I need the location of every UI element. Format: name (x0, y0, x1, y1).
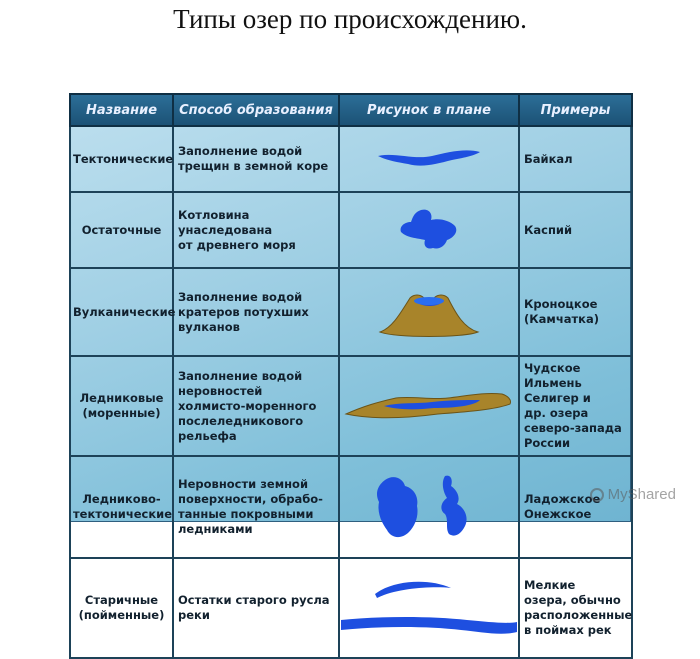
volcanic-crater-shape (374, 284, 484, 340)
examples: Каспий (519, 192, 632, 268)
header-picture: Рисунок в плане (339, 94, 519, 126)
watermark-logo-icon (590, 488, 604, 502)
relict-lake-picture (339, 192, 519, 268)
formation-method: Заполнение водой кратеров потухших вулканов (173, 268, 339, 356)
table-header-row (70, 94, 632, 126)
oxbow-lake-picture (339, 558, 519, 658)
examples: Байкал (519, 126, 632, 192)
examples: Мелкие озера, обычно расположенные в поймах рек (519, 558, 632, 658)
formation-method: Заполнение водой неровностей холмисто-моренного послеледникового рельефа (173, 356, 339, 456)
lake-types-table (69, 93, 633, 659)
formation-method: Неровности земной поверхности, обрабо- танные покровными ледниками (173, 456, 339, 558)
lake-types-table-panel (69, 93, 633, 637)
volcanic-lake-picture (339, 268, 519, 356)
examples: Кроноцкое (Камчатка) (519, 268, 632, 356)
table-row (70, 356, 632, 456)
glacial-tectonic-lake-picture (339, 456, 519, 558)
oxbow-lake-shape (341, 574, 517, 642)
watermark (590, 486, 676, 503)
formation-method: Заполнение водой трещин в земной коре (173, 126, 339, 192)
watermark-text: MyShared (607, 486, 676, 503)
formation-method: Остатки старого русла реки (173, 558, 339, 658)
lake-type-name: Вулканические (70, 268, 173, 356)
lake-type-name: Тектонические (70, 126, 173, 192)
header-examples: Примеры (519, 94, 632, 126)
table-row (70, 558, 632, 658)
slide-title: Типы озер по происхождению. (173, 4, 527, 34)
examples: Чудское Ильмень Селигер и др. озера северо-запада России (519, 356, 632, 456)
table-row (70, 126, 632, 192)
lake-type-name: Старичные (пойменные) (70, 558, 173, 658)
tectonic-lake-picture (339, 126, 519, 192)
moraine-lake-picture (339, 356, 519, 456)
tectonic-lake-shape (374, 142, 484, 176)
header-name: Название (70, 94, 173, 126)
header-method: Способ образования (173, 94, 339, 126)
table-row (70, 268, 632, 356)
table-row (70, 456, 632, 558)
table-row (70, 192, 632, 268)
glacial-tectonic-shapes (369, 472, 489, 542)
moraine-lake-shape (344, 386, 514, 426)
relict-lake-shape (389, 208, 469, 252)
lake-type-name: Остаточные (70, 192, 173, 268)
examples: Ладожское Онежское (519, 456, 632, 558)
lake-type-name: Ледниково- тектонические (70, 456, 173, 558)
lake-type-name: Ледниковые (моренные) (70, 356, 173, 456)
formation-method: Котловина унаследована от древнего моря (173, 192, 339, 268)
